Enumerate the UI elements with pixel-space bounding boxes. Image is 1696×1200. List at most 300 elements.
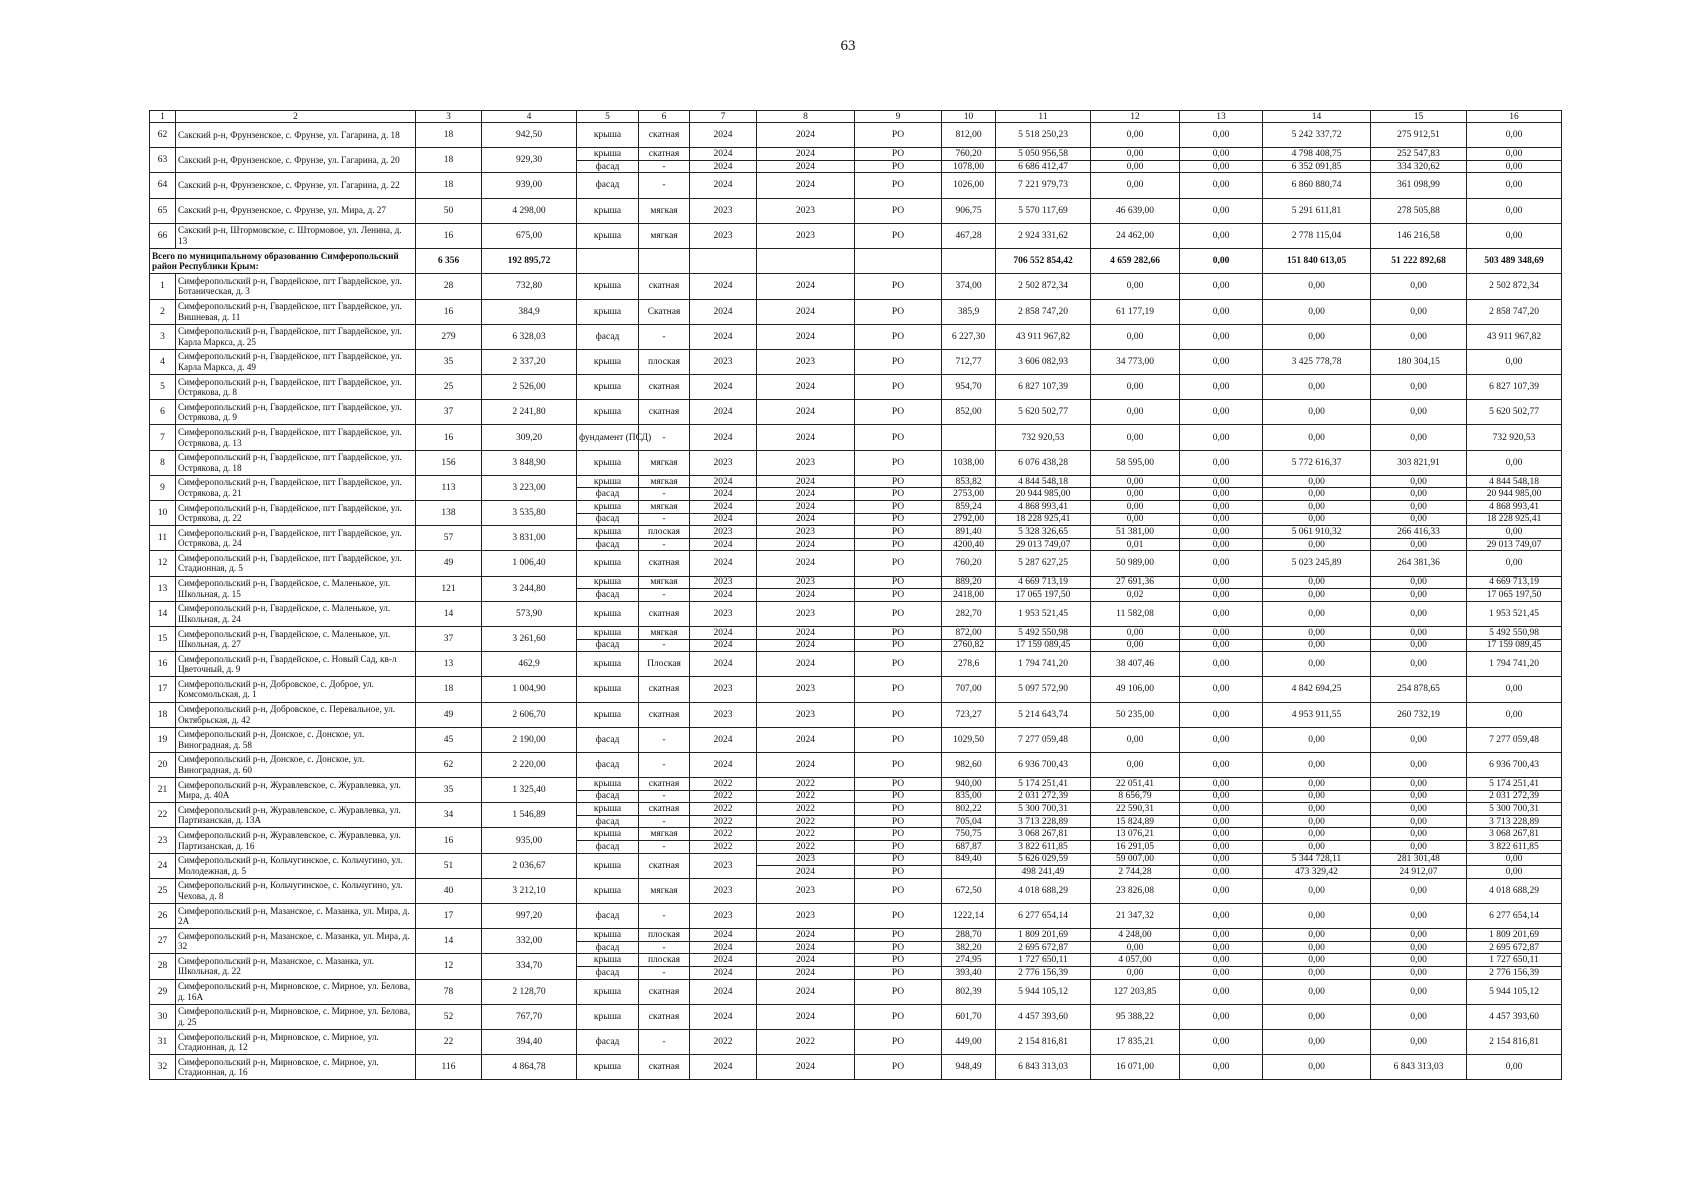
row-number: 18 bbox=[150, 702, 176, 727]
row-number: 5 bbox=[150, 375, 176, 400]
work-c16: 6 277 654,14 bbox=[1467, 904, 1562, 929]
work-c5: фасад bbox=[577, 841, 639, 854]
apartments-cell: 49 bbox=[416, 702, 482, 727]
apartments-cell: 18 bbox=[416, 123, 482, 148]
work-c7: 2024 bbox=[690, 475, 757, 488]
work-c6: - bbox=[639, 538, 690, 551]
total-c3: 6 356 bbox=[416, 248, 482, 273]
work-c15: 0,00 bbox=[1371, 778, 1467, 791]
work-c14: 0,00 bbox=[1263, 400, 1371, 425]
work-c6: - bbox=[639, 815, 690, 828]
work-c5: крыша bbox=[577, 123, 639, 148]
apartments-cell: 18 bbox=[416, 173, 482, 198]
work-c15: 0,00 bbox=[1371, 929, 1467, 942]
work-c10: 672,50 bbox=[942, 878, 996, 903]
work-c5: крыша bbox=[577, 954, 639, 967]
work-c5: крыша bbox=[577, 475, 639, 488]
work-c13: 0,00 bbox=[1180, 904, 1263, 929]
work-c11: 17 159 089,45 bbox=[996, 639, 1091, 652]
work-c14: 0,00 bbox=[1263, 941, 1371, 954]
work-c15: 281 301,48 bbox=[1371, 853, 1467, 866]
work-c14: 6 352 091,85 bbox=[1263, 160, 1371, 173]
work-c8: 2023 bbox=[757, 677, 855, 702]
work-c5: фасад bbox=[577, 488, 639, 501]
work-c6: скатная bbox=[639, 274, 690, 299]
work-c13: 0,00 bbox=[1180, 1029, 1263, 1054]
work-c7: 2024 bbox=[690, 1004, 757, 1029]
work-c13: 0,00 bbox=[1180, 488, 1263, 501]
work-c9: РО bbox=[855, 702, 942, 727]
header-cell: 8 bbox=[757, 111, 855, 123]
work-c12: 0,00 bbox=[1091, 173, 1180, 198]
work-c7: 2024 bbox=[690, 375, 757, 400]
work-c12: 61 177,19 bbox=[1091, 299, 1180, 324]
work-c10: 760,20 bbox=[942, 551, 996, 576]
address-cell: Симферопольский р-н, Донское, с. Донское, ул. Виноградная, д. 58 bbox=[176, 727, 416, 752]
work-c9: РО bbox=[855, 148, 942, 161]
work-c14: 0,00 bbox=[1263, 513, 1371, 526]
header-cell: 14 bbox=[1263, 111, 1371, 123]
area-cell: 2 220,00 bbox=[482, 752, 577, 777]
work-c10: 288,70 bbox=[942, 929, 996, 942]
work-c12: 4 057,00 bbox=[1091, 954, 1180, 967]
work-c11: 5 050 956,58 bbox=[996, 148, 1091, 161]
work-c14: 6 860 880,74 bbox=[1263, 173, 1371, 198]
work-c15: 0,00 bbox=[1371, 652, 1467, 677]
work-c16: 0,00 bbox=[1467, 677, 1562, 702]
work-c12: 8 656,79 bbox=[1091, 790, 1180, 803]
work-c9: РО bbox=[855, 400, 942, 425]
work-c16: 4 018 688,29 bbox=[1467, 878, 1562, 903]
work-c8: 2024 bbox=[757, 173, 855, 198]
apartments-cell: 52 bbox=[416, 1004, 482, 1029]
work-c11: 6 843 313,03 bbox=[996, 1055, 1091, 1080]
work-c16: 7 277 059,48 bbox=[1467, 727, 1562, 752]
work-c13: 0,00 bbox=[1180, 702, 1263, 727]
work-c7: 2024 bbox=[690, 1055, 757, 1080]
work-c5: крыша bbox=[577, 526, 639, 539]
work-c11: 20 944 985,00 bbox=[996, 488, 1091, 501]
table-row bbox=[150, 828, 1562, 841]
work-c11: 6 827 107,39 bbox=[996, 375, 1091, 400]
address-cell: Симферопольский р-н, Гвардейское, пгт Гвардейское, ул. Ботаническая, д. 3 bbox=[176, 274, 416, 299]
work-c16: 4 669 713,19 bbox=[1467, 576, 1562, 589]
header-cell: 15 bbox=[1371, 111, 1467, 123]
work-c12: 22 590,31 bbox=[1091, 803, 1180, 816]
row-number: 21 bbox=[150, 778, 176, 803]
address-cell: Симферопольский р-н, Гвардейское, пгт Гвардейское, ул. Острякова, д. 18 bbox=[176, 450, 416, 475]
work-c11: 1 953 521,45 bbox=[996, 601, 1091, 626]
work-c6: скатная bbox=[639, 400, 690, 425]
work-c12: 23 826,08 bbox=[1091, 878, 1180, 903]
work-c13: 0,00 bbox=[1180, 803, 1263, 816]
work-c12: 127 203,85 bbox=[1091, 979, 1180, 1004]
work-c15: 0,00 bbox=[1371, 752, 1467, 777]
work-c13: 0,00 bbox=[1180, 677, 1263, 702]
work-c11: 2 031 272,39 bbox=[996, 790, 1091, 803]
work-c6: - bbox=[639, 1029, 690, 1054]
work-c13: 0,00 bbox=[1180, 778, 1263, 791]
work-c16: 1 809 201,69 bbox=[1467, 929, 1562, 942]
area-cell: 997,20 bbox=[482, 904, 577, 929]
work-c15: 275 912,51 bbox=[1371, 123, 1467, 148]
work-c14: 5 023 245,89 bbox=[1263, 551, 1371, 576]
work-c11: 1 809 201,69 bbox=[996, 929, 1091, 942]
work-c13: 0,00 bbox=[1180, 400, 1263, 425]
work-c11: 4 844 548,18 bbox=[996, 475, 1091, 488]
work-c12: 2 744,28 bbox=[1091, 866, 1180, 879]
work-c15: 0,00 bbox=[1371, 941, 1467, 954]
address-cell: Симферопольский р-н, Гвардейское, с. Новый Сад, кв-л Цветочный, д. 9 bbox=[176, 652, 416, 677]
work-c15: 0,00 bbox=[1371, 375, 1467, 400]
address-cell: Симферопольский р-н, Добровское, с. Доброе, ул. Комсомольская, д. 1 bbox=[176, 677, 416, 702]
work-c14: 0,00 bbox=[1263, 803, 1371, 816]
work-c15: 0,00 bbox=[1371, 1004, 1467, 1029]
work-c5: крыша bbox=[577, 626, 639, 639]
work-c6: мягкая bbox=[639, 198, 690, 223]
work-c10: 712,77 bbox=[942, 349, 996, 374]
work-c7: 2022 bbox=[690, 778, 757, 791]
work-c15: 0,00 bbox=[1371, 488, 1467, 501]
work-c10: 601,70 bbox=[942, 1004, 996, 1029]
work-c10: 906,75 bbox=[942, 198, 996, 223]
work-c14: 0,00 bbox=[1263, 815, 1371, 828]
row-number: 11 bbox=[150, 526, 176, 551]
work-c12: 0,00 bbox=[1091, 375, 1180, 400]
work-c15: 0,00 bbox=[1371, 727, 1467, 752]
work-c10: 2418,00 bbox=[942, 589, 996, 602]
work-c11: 3 606 082,93 bbox=[996, 349, 1091, 374]
work-c8: 2023 bbox=[757, 904, 855, 929]
work-c11: 2 776 156,39 bbox=[996, 966, 1091, 979]
work-c7: 2024 bbox=[690, 589, 757, 602]
row-number: 12 bbox=[150, 551, 176, 576]
work-c8: 2024 bbox=[757, 626, 855, 639]
work-c5: крыша bbox=[577, 601, 639, 626]
address-cell: Симферопольский р-н, Гвардейское, с. Маленькое, ул. Школьная, д. 15 bbox=[176, 576, 416, 601]
work-c8: 2024 bbox=[757, 148, 855, 161]
work-c13: 0,00 bbox=[1180, 299, 1263, 324]
work-c10: 707,00 bbox=[942, 677, 996, 702]
work-c8: 2024 bbox=[757, 752, 855, 777]
work-c10: 449,00 bbox=[942, 1029, 996, 1054]
work-c5: крыша bbox=[577, 1004, 639, 1029]
area-cell: 3 223,00 bbox=[482, 475, 577, 500]
work-c7: 2024 bbox=[690, 979, 757, 1004]
work-c7: 2022 bbox=[690, 803, 757, 816]
work-c6: Скатная bbox=[639, 299, 690, 324]
table-row bbox=[150, 324, 1562, 349]
row-number: 20 bbox=[150, 752, 176, 777]
work-c8: 2023 bbox=[757, 526, 855, 539]
apartments-cell: 35 bbox=[416, 349, 482, 374]
work-c15: 278 505,88 bbox=[1371, 198, 1467, 223]
apartments-cell: 12 bbox=[416, 954, 482, 979]
work-c5: фасад bbox=[577, 639, 639, 652]
work-c15: 0,00 bbox=[1371, 878, 1467, 903]
apartments-cell: 16 bbox=[416, 299, 482, 324]
work-c9: РО bbox=[855, 274, 942, 299]
work-c14: 4 842 694,25 bbox=[1263, 677, 1371, 702]
work-c5: фасад bbox=[577, 727, 639, 752]
work-c14: 0,00 bbox=[1263, 1004, 1371, 1029]
work-c15: 0,00 bbox=[1371, 904, 1467, 929]
work-c10: 889,20 bbox=[942, 576, 996, 589]
work-c12: 0,00 bbox=[1091, 148, 1180, 161]
work-c14: 0,00 bbox=[1263, 475, 1371, 488]
work-c6: скатная bbox=[639, 1055, 690, 1080]
work-c13: 0,00 bbox=[1180, 1004, 1263, 1029]
header-cell: 1 bbox=[150, 111, 176, 123]
header-cell: 12 bbox=[1091, 111, 1180, 123]
work-c11: 43 911 967,82 bbox=[996, 324, 1091, 349]
work-c9: РО bbox=[855, 828, 942, 841]
row-number: 19 bbox=[150, 727, 176, 752]
work-c6: - bbox=[639, 841, 690, 854]
work-c11: 732 920,53 bbox=[996, 425, 1091, 450]
work-c9: РО bbox=[855, 160, 942, 173]
area-cell: 2 190,00 bbox=[482, 727, 577, 752]
row-number: 30 bbox=[150, 1004, 176, 1029]
work-c9: РО bbox=[855, 639, 942, 652]
total-c11: 706 552 854,42 bbox=[996, 248, 1091, 273]
work-c10: 1038,00 bbox=[942, 450, 996, 475]
address-cell: Сакский р-н, Штормовское, с. Штормовое, ул. Ленина, д. 13 bbox=[176, 223, 416, 248]
work-c15: 0,00 bbox=[1371, 501, 1467, 514]
apartments-cell: 25 bbox=[416, 375, 482, 400]
work-c16: 5 492 550,98 bbox=[1467, 626, 1562, 639]
work-c6: скатная bbox=[639, 148, 690, 161]
work-c13: 0,00 bbox=[1180, 929, 1263, 942]
work-c14: 0,00 bbox=[1263, 1055, 1371, 1080]
work-c5: крыша bbox=[577, 702, 639, 727]
work-c11: 5 174 251,41 bbox=[996, 778, 1091, 791]
work-c12: 46 639,00 bbox=[1091, 198, 1180, 223]
work-c15: 0,00 bbox=[1371, 274, 1467, 299]
work-c15: 0,00 bbox=[1371, 828, 1467, 841]
work-c5: крыша bbox=[577, 576, 639, 589]
area-cell: 309,20 bbox=[482, 425, 577, 450]
work-c15: 0,00 bbox=[1371, 538, 1467, 551]
work-c10: 812,00 bbox=[942, 123, 996, 148]
total-empty-cell bbox=[942, 248, 996, 273]
work-c16: 0,00 bbox=[1467, 450, 1562, 475]
work-c6: - bbox=[639, 752, 690, 777]
apartments-cell: 121 bbox=[416, 576, 482, 601]
work-c8: 2024 bbox=[757, 324, 855, 349]
work-c13: 0,00 bbox=[1180, 589, 1263, 602]
work-c6: мягкая bbox=[639, 626, 690, 639]
work-c13: 0,00 bbox=[1180, 601, 1263, 626]
work-c10: 1078,00 bbox=[942, 160, 996, 173]
work-c9: РО bbox=[855, 198, 942, 223]
work-c7: 2023 bbox=[690, 702, 757, 727]
work-c8: 2023 bbox=[757, 223, 855, 248]
work-c8: 2024 bbox=[757, 123, 855, 148]
total-c14: 151 840 613,05 bbox=[1263, 248, 1371, 273]
work-c16: 0,00 bbox=[1467, 349, 1562, 374]
work-c13: 0,00 bbox=[1180, 576, 1263, 589]
work-c8: 2023 bbox=[757, 349, 855, 374]
work-c16: 20 944 985,00 bbox=[1467, 488, 1562, 501]
apartments-cell: 50 bbox=[416, 198, 482, 223]
page-number: 63 bbox=[840, 38, 856, 54]
work-c14: 5 291 611,81 bbox=[1263, 198, 1371, 223]
work-c12: 0,00 bbox=[1091, 160, 1180, 173]
work-c6: скатная bbox=[639, 803, 690, 816]
row-number: 32 bbox=[150, 1055, 176, 1080]
work-c15: 0,00 bbox=[1371, 966, 1467, 979]
work-c15: 0,00 bbox=[1371, 601, 1467, 626]
work-c5: крыша bbox=[577, 551, 639, 576]
area-cell: 3 244,80 bbox=[482, 576, 577, 601]
work-c16: 2 502 872,34 bbox=[1467, 274, 1562, 299]
work-c7: 2024 bbox=[690, 123, 757, 148]
work-c13: 0,00 bbox=[1180, 979, 1263, 1004]
work-c6: плоская bbox=[639, 526, 690, 539]
table-row bbox=[150, 551, 1562, 576]
work-c9: РО bbox=[855, 1004, 942, 1029]
address-cell: Симферопольский р-н, Гвардейское, с. Маленькое, ул. Школьная, д. 24 bbox=[176, 601, 416, 626]
work-c5: крыша bbox=[577, 929, 639, 942]
work-c6: скатная bbox=[639, 778, 690, 791]
work-c10: 940,00 bbox=[942, 778, 996, 791]
work-c8: 2024 bbox=[757, 639, 855, 652]
table-row bbox=[150, 526, 1562, 539]
work-c13: 0,00 bbox=[1180, 639, 1263, 652]
work-c6: мягкая bbox=[639, 450, 690, 475]
work-c11: 6 686 412,47 bbox=[996, 160, 1091, 173]
table-row bbox=[150, 299, 1562, 324]
apartments-cell: 18 bbox=[416, 677, 482, 702]
work-c8: 2024 bbox=[757, 929, 855, 942]
work-c11: 5 328 326,65 bbox=[996, 526, 1091, 539]
work-c14: 0,00 bbox=[1263, 576, 1371, 589]
work-c13: 0,00 bbox=[1180, 866, 1263, 879]
work-c7: 2024 bbox=[690, 488, 757, 501]
work-c16: 6 936 700,43 bbox=[1467, 752, 1562, 777]
work-c9: РО bbox=[855, 878, 942, 903]
row-number: 2 bbox=[150, 299, 176, 324]
work-c8: 2024 bbox=[757, 425, 855, 450]
total-empty-cell bbox=[690, 248, 757, 273]
table-row bbox=[150, 929, 1562, 942]
work-c11: 3 068 267,81 bbox=[996, 828, 1091, 841]
table-row bbox=[150, 979, 1562, 1004]
area-cell: 3 848,90 bbox=[482, 450, 577, 475]
work-c15: 146 216,58 bbox=[1371, 223, 1467, 248]
work-c12: 38 407,46 bbox=[1091, 652, 1180, 677]
work-c14: 0,00 bbox=[1263, 274, 1371, 299]
work-c9: РО bbox=[855, 954, 942, 967]
work-c12: 50 989,00 bbox=[1091, 551, 1180, 576]
work-c9: РО bbox=[855, 841, 942, 854]
work-c5: крыша bbox=[577, 375, 639, 400]
work-c8: 2023 bbox=[757, 601, 855, 626]
work-c7: 2024 bbox=[690, 727, 757, 752]
work-c6: скатная bbox=[639, 677, 690, 702]
work-c5: крыша bbox=[577, 299, 639, 324]
work-c15: 266 416,33 bbox=[1371, 526, 1467, 539]
work-c14: 0,00 bbox=[1263, 966, 1371, 979]
work-c8: 2024 bbox=[757, 513, 855, 526]
work-c5: крыша bbox=[577, 223, 639, 248]
work-c5: крыша bbox=[577, 778, 639, 791]
work-c16: 732 920,53 bbox=[1467, 425, 1562, 450]
work-c13: 0,00 bbox=[1180, 198, 1263, 223]
work-c12: 16 071,00 bbox=[1091, 1055, 1180, 1080]
work-c14: 2 778 115,04 bbox=[1263, 223, 1371, 248]
address-cell: Симферопольский р-н, Гвардейское, с. Маленькое, ул. Школьная, д. 27 bbox=[176, 626, 416, 651]
work-c15: 24 912,07 bbox=[1371, 866, 1467, 879]
work-c11: 1 794 741,20 bbox=[996, 652, 1091, 677]
work-c10: 802,39 bbox=[942, 979, 996, 1004]
work-c11: 5 097 572,90 bbox=[996, 677, 1091, 702]
work-c5: фундамент (ПСД) bbox=[577, 425, 639, 450]
work-c12: 49 106,00 bbox=[1091, 677, 1180, 702]
address-cell: Сакский р-н, Фрунзенское, с. Фрунзе, ул. Гагарина, д. 18 bbox=[176, 123, 416, 148]
address-cell: Симферопольский р-н, Мирновское, с. Мирное, ул. Белова, д. 16А bbox=[176, 979, 416, 1004]
work-c14: 0,00 bbox=[1263, 324, 1371, 349]
work-c16: 0,00 bbox=[1467, 148, 1562, 161]
work-c14: 0,00 bbox=[1263, 639, 1371, 652]
table-row bbox=[150, 1004, 1562, 1029]
row-number: 13 bbox=[150, 576, 176, 601]
work-c15: 260 732,19 bbox=[1371, 702, 1467, 727]
work-c16: 0,00 bbox=[1467, 1055, 1562, 1080]
work-c16: 3 068 267,81 bbox=[1467, 828, 1562, 841]
work-c9: РО bbox=[855, 815, 942, 828]
table-row bbox=[150, 501, 1562, 514]
row-number: 17 bbox=[150, 677, 176, 702]
area-cell: 1 004,90 bbox=[482, 677, 577, 702]
work-c13: 0,00 bbox=[1180, 349, 1263, 374]
area-cell: 2 526,00 bbox=[482, 375, 577, 400]
work-c9: РО bbox=[855, 677, 942, 702]
header-cell: 2 bbox=[176, 111, 416, 123]
work-c9: РО bbox=[855, 551, 942, 576]
capital-repair-table-container bbox=[149, 110, 1561, 1080]
address-cell: Симферопольский р-н, Мирновское, с. Мирное, ул. Белова, д. 25 bbox=[176, 1004, 416, 1029]
work-c14: 0,00 bbox=[1263, 904, 1371, 929]
work-c5: фасад bbox=[577, 752, 639, 777]
area-cell: 384,9 bbox=[482, 299, 577, 324]
work-c11: 5 492 550,98 bbox=[996, 626, 1091, 639]
work-c14: 4 953 911,55 bbox=[1263, 702, 1371, 727]
work-c9: РО bbox=[855, 727, 942, 752]
work-c7: 2023 bbox=[690, 601, 757, 626]
work-c13: 0,00 bbox=[1180, 148, 1263, 161]
header-cell: 9 bbox=[855, 111, 942, 123]
work-c6: - bbox=[639, 904, 690, 929]
table-row bbox=[150, 652, 1562, 677]
work-c14: 0,00 bbox=[1263, 929, 1371, 942]
work-c16: 0,00 bbox=[1467, 160, 1562, 173]
work-c14: 0,00 bbox=[1263, 626, 1371, 639]
work-c14: 5 772 616,37 bbox=[1263, 450, 1371, 475]
row-number: 28 bbox=[150, 954, 176, 979]
work-c11: 5 214 643,74 bbox=[996, 702, 1091, 727]
work-c5: крыша bbox=[577, 1055, 639, 1080]
work-c13: 0,00 bbox=[1180, 790, 1263, 803]
work-c15: 0,00 bbox=[1371, 954, 1467, 967]
row-number: 7 bbox=[150, 425, 176, 450]
work-c7: 2024 bbox=[690, 425, 757, 450]
address-cell: Симферопольский р-н, Гвардейское, пгт Гвардейское, ул. Острякова, д. 21 bbox=[176, 475, 416, 500]
table-row bbox=[150, 123, 1562, 148]
work-c6: скатная bbox=[639, 979, 690, 1004]
work-c6: - bbox=[639, 639, 690, 652]
